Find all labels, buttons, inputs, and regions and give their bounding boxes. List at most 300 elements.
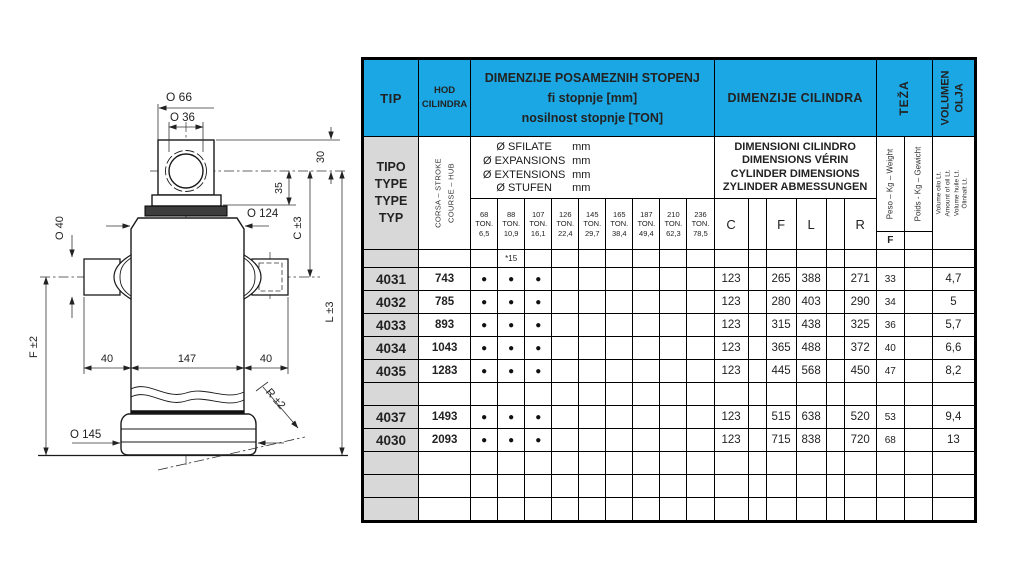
dia-row-label: Ø STUFEN: [496, 182, 552, 195]
cell-l: [796, 498, 826, 522]
cell-b2: [826, 360, 844, 383]
cell-c: [714, 452, 748, 475]
cell-stages-5: [606, 360, 633, 383]
cell-stages-5: [606, 250, 633, 268]
outer-tube: [131, 218, 244, 413]
cell-stages-1: ●: [498, 429, 525, 452]
cell-stages-2: ●: [525, 429, 552, 452]
stage-col-3: 107 TON. 16,1: [525, 199, 552, 250]
cell-stages-4: [579, 337, 606, 360]
cell-f: [766, 383, 796, 406]
header-weight: [876, 59, 932, 137]
cell-f: [766, 498, 796, 522]
cell-b2: [826, 452, 844, 475]
cell-hod: 1283: [419, 360, 471, 383]
cell-stages-6: [633, 314, 660, 337]
dim-label-30: 30: [315, 150, 327, 164]
cell-w1: 47: [876, 360, 904, 383]
cell-stages-8: [687, 268, 714, 291]
cell-hod: 1493: [419, 406, 471, 429]
cell-w1: 40: [876, 337, 904, 360]
volumen-label: [939, 71, 968, 126]
stage-title-line3: nosilnost stopnje [TON]: [521, 111, 664, 125]
subheader-weight-1: [876, 137, 904, 232]
gland-collar: [145, 206, 227, 216]
cell-stages-8: [687, 498, 714, 522]
tipo-line1: TIPO: [376, 160, 406, 175]
cell-b2: [826, 406, 844, 429]
dim-label-L: L ±3: [324, 301, 336, 323]
tipo-line2: TYPE: [374, 177, 408, 192]
cell-stages-5: [606, 498, 633, 522]
cell-stages-4: [579, 429, 606, 452]
cell-stages-7: [660, 383, 687, 406]
cell-c: 123: [714, 268, 748, 291]
cell-stages-6: [633, 498, 660, 522]
dim-label-40-left: 40: [100, 353, 114, 365]
cell-stages-7: [660, 475, 687, 498]
cell-hod: 743: [419, 268, 471, 291]
cell-vol: [932, 383, 975, 406]
cell-stages-5: [606, 452, 633, 475]
cell-stages-7: [660, 406, 687, 429]
cell-tip: [363, 498, 419, 522]
cell-stages-1: [498, 452, 525, 475]
cell-tip: 4032: [363, 291, 419, 314]
cell-f: 515: [766, 406, 796, 429]
table-row: [363, 406, 976, 429]
cell-w2: [904, 360, 932, 383]
cell-l: 638: [796, 406, 826, 429]
cell-stages-5: [606, 406, 633, 429]
cell-b2: [826, 250, 844, 268]
cell-f: 265: [766, 268, 796, 291]
dim-label-147: 147: [177, 353, 197, 365]
cell-stages-1: [498, 498, 525, 522]
cell-c: 123: [714, 406, 748, 429]
cell-stages-2: [525, 383, 552, 406]
cell-tip: [363, 452, 419, 475]
cell-w2: [904, 268, 932, 291]
cell-w2: [904, 406, 932, 429]
header-cylinder-dimensions: DIMENZIJE CILINDRA: [714, 59, 876, 137]
cell-stages-2: [525, 475, 552, 498]
spec-table-body: [363, 250, 976, 522]
cell-stages-0: ●: [471, 291, 498, 314]
table-row: [363, 383, 976, 406]
cyl-lang-line4: ZYLINDER ABMESSUNGEN: [722, 180, 868, 193]
cyl-lang-line1: DIMENSIONI CILINDRO: [734, 141, 856, 154]
cell-b1: [748, 452, 766, 475]
cell-stages-2: ●: [525, 337, 552, 360]
cell-stages-1: ●: [498, 337, 525, 360]
cell-stages-3: [552, 452, 579, 475]
header-row-sub: [363, 137, 976, 199]
cell-w1: 68: [876, 429, 904, 452]
table-row: [363, 291, 976, 314]
cell-stages-4: [579, 452, 606, 475]
cell-stages-5: [606, 291, 633, 314]
cell-stages-2: [525, 452, 552, 475]
cell-tip: 4035: [363, 360, 419, 383]
cell-b1: [748, 475, 766, 498]
col-header-blank1: [748, 199, 766, 250]
cell-stages-7: [660, 268, 687, 291]
cell-tip: [363, 250, 419, 268]
cell-stages-4: [579, 250, 606, 268]
cell-stages-5: [606, 268, 633, 291]
cell-w2: [904, 429, 932, 452]
cell-b1: [748, 268, 766, 291]
cell-r: 450: [844, 360, 876, 383]
cell-f: [766, 452, 796, 475]
cell-stages-7: [660, 498, 687, 522]
cell-c: [714, 475, 748, 498]
cell-stages-1: [498, 383, 525, 406]
table-row: [363, 475, 976, 498]
tipo-line4: TYP: [378, 210, 404, 225]
cell-w2: [904, 337, 932, 360]
cell-stages-4: [579, 498, 606, 522]
poids-kg-gewicht-label: Poids - Kg – Gewicht: [913, 146, 923, 222]
cell-b2: [826, 498, 844, 522]
tipo-line3: TYPE: [374, 194, 408, 208]
cell-b1: [748, 314, 766, 337]
col-header-R: R: [844, 199, 876, 250]
table-row: [363, 498, 976, 522]
cell-f: 280: [766, 291, 796, 314]
cell-stages-5: [606, 314, 633, 337]
cell-w1: 33: [876, 268, 904, 291]
cell-stages-6: [633, 250, 660, 268]
dia-row-label: Ø EXPANSIONS: [482, 154, 566, 167]
dia-row-unit: mm: [572, 182, 591, 195]
volumen-line1: VOLUMEN: [940, 70, 953, 126]
header-row-main: [363, 59, 976, 137]
dim-label-dia36: O 36: [170, 112, 195, 124]
cell-stages-8: [687, 250, 714, 268]
dia-row-unit: mm: [572, 154, 591, 167]
cell-stages-8: [687, 291, 714, 314]
cell-hod: [419, 383, 471, 406]
cell-stages-3: [552, 383, 579, 406]
cell-stages-4: [579, 291, 606, 314]
cell-stages-3: [552, 268, 579, 291]
cell-b2: [826, 475, 844, 498]
stage-col-8: 210 TON. 62,3: [660, 199, 687, 250]
table-row: [363, 250, 976, 268]
cell-w2: [904, 383, 932, 406]
weight-sub-blank: [904, 232, 932, 250]
cell-l: [796, 383, 826, 406]
cell-stages-4: [579, 268, 606, 291]
cell-c: [714, 383, 748, 406]
cell-stages-0: [471, 498, 498, 522]
cell-f: 365: [766, 337, 796, 360]
cell-stages-4: [579, 383, 606, 406]
cell-b1: [748, 291, 766, 314]
cell-l: [796, 452, 826, 475]
cell-stages-1: ●: [498, 406, 525, 429]
cell-r: 290: [844, 291, 876, 314]
cell-stages-6: [633, 360, 660, 383]
cell-stages-0: ●: [471, 429, 498, 452]
cell-w2: [904, 475, 932, 498]
cell-b1: [748, 429, 766, 452]
cell-w2: [904, 291, 932, 314]
cell-r: 720: [844, 429, 876, 452]
cell-stages-6: [633, 291, 660, 314]
cell-stages-0: [471, 452, 498, 475]
header-stage-dimensions: [471, 59, 714, 137]
cell-tip: 4037: [363, 406, 419, 429]
cell-stages-0: ●: [471, 268, 498, 291]
cell-stages-8: [687, 314, 714, 337]
cell-hod: 893: [419, 314, 471, 337]
stage-title-line1: DIMENZIJE POSAMEZNIH STOPENJ: [484, 71, 700, 85]
cell-w1: [876, 383, 904, 406]
cell-b2: [826, 383, 844, 406]
cell-stages-2: [525, 498, 552, 522]
dia-row-unit: mm: [572, 140, 591, 153]
cell-stages-2: ●: [525, 291, 552, 314]
cell-vol: 6,6: [932, 337, 975, 360]
cell-stages-0: [471, 383, 498, 406]
dim-label-dia66: O 66: [166, 90, 193, 104]
cell-l: [796, 475, 826, 498]
cell-stages-7: [660, 337, 687, 360]
cell-r: [844, 250, 876, 268]
cell-c: 123: [714, 429, 748, 452]
cell-vol: 5: [932, 291, 975, 314]
cell-w1: 36: [876, 314, 904, 337]
cell-stages-0: [471, 475, 498, 498]
cell-stages-5: [606, 383, 633, 406]
cell-stages-8: [687, 475, 714, 498]
cell-c: 123: [714, 337, 748, 360]
cell-f: [766, 250, 796, 268]
cell-stages-8: [687, 337, 714, 360]
dim-label-R: R ±2: [263, 386, 288, 412]
cell-stages-3: [552, 360, 579, 383]
cell-vol: [932, 452, 975, 475]
cell-b2: [826, 314, 844, 337]
cell-stages-3: [552, 406, 579, 429]
stage-col-9: 236 TON. 78,5: [687, 199, 714, 250]
cell-hod: 785: [419, 291, 471, 314]
cell-f: 445: [766, 360, 796, 383]
cell-r: [844, 452, 876, 475]
hod-line2: CILINDRA: [421, 99, 468, 110]
subheader-tipo: [363, 137, 419, 250]
cell-c: 123: [714, 360, 748, 383]
peso-kg-weight-label: Peso – Kg – Weight: [885, 148, 895, 220]
cell-b1: [748, 360, 766, 383]
dim-label-dia145: O 145: [70, 429, 102, 441]
cell-w1: [876, 498, 904, 522]
cell-b2: [826, 429, 844, 452]
cell-stages-3: [552, 250, 579, 268]
cell-stages-8: [687, 406, 714, 429]
cell-stages-3: [552, 291, 579, 314]
cell-stages-1: *15: [498, 250, 525, 268]
cell-f: 315: [766, 314, 796, 337]
cell-l: 568: [796, 360, 826, 383]
cell-stages-1: [498, 475, 525, 498]
cell-b1: [748, 383, 766, 406]
cell-stages-3: [552, 429, 579, 452]
cell-stages-6: [633, 337, 660, 360]
dim-label-F: F ±2: [28, 336, 40, 358]
header-hod-cilindra: [419, 59, 471, 137]
stage-col-1: 68 TON. 6,5: [471, 199, 498, 250]
table-row: [363, 452, 976, 475]
cell-w1: [876, 250, 904, 268]
cell-stages-0: ●: [471, 406, 498, 429]
cell-stages-7: [660, 360, 687, 383]
cell-vol: [932, 498, 975, 522]
cell-l: 838: [796, 429, 826, 452]
cell-stages-5: [606, 337, 633, 360]
cell-tip: 4034: [363, 337, 419, 360]
cell-b1: [748, 250, 766, 268]
cell-w2: [904, 452, 932, 475]
cell-l: 388: [796, 268, 826, 291]
cell-hod: 2093: [419, 429, 471, 452]
cell-stages-7: [660, 314, 687, 337]
cell-w1: [876, 452, 904, 475]
cell-stages-2: [525, 250, 552, 268]
cell-stages-4: [579, 360, 606, 383]
dim-label-dia124: O 124: [247, 208, 279, 220]
subheader-corsa-stroke: [419, 137, 471, 250]
cell-c: 123: [714, 314, 748, 337]
cell-c: [714, 250, 748, 268]
bottom-cap: [121, 414, 256, 455]
cell-l: 403: [796, 291, 826, 314]
cell-stages-3: [552, 475, 579, 498]
cell-stages-6: [633, 406, 660, 429]
telescopic-cylinder-drawing: [0, 0, 360, 576]
table-row: [363, 314, 976, 337]
dia-row-label: Ø EXTENSIONS: [482, 168, 566, 181]
cell-stages-2: ●: [525, 268, 552, 291]
cell-stages-3: [552, 337, 579, 360]
table-row: [363, 360, 976, 383]
cell-stages-6: [633, 383, 660, 406]
cell-b1: [748, 406, 766, 429]
cell-stages-1: ●: [498, 268, 525, 291]
volume-line4: Ölinhalt Lt.: [962, 177, 970, 209]
subheader-stage-diameters: [471, 137, 714, 199]
cell-stages-7: [660, 429, 687, 452]
cell-b1: [748, 337, 766, 360]
col-header-L: L: [796, 199, 826, 250]
cell-stages-7: [660, 250, 687, 268]
cell-vol: [932, 250, 975, 268]
cell-c: 123: [714, 291, 748, 314]
volumen-line2: OLJA: [954, 83, 967, 113]
cell-r: 271: [844, 268, 876, 291]
cell-hod: [419, 498, 471, 522]
cell-stages-2: ●: [525, 314, 552, 337]
table-row: [363, 337, 976, 360]
cell-f: [766, 475, 796, 498]
cell-vol: 13: [932, 429, 975, 452]
cell-r: 520: [844, 406, 876, 429]
cell-vol: 4,7: [932, 268, 975, 291]
stage-col-5: 145 TON. 29,7: [579, 199, 606, 250]
cell-stages-0: ●: [471, 360, 498, 383]
cell-stages-5: [606, 475, 633, 498]
cell-stages-8: [687, 429, 714, 452]
cell-b1: [748, 498, 766, 522]
cell-stages-1: ●: [498, 314, 525, 337]
volume-line1: Volume olio Lt.: [935, 171, 943, 215]
cell-tip: [363, 383, 419, 406]
cell-b2: [826, 337, 844, 360]
spec-table-wrap: [361, 57, 977, 523]
table-row: [363, 429, 976, 452]
cell-l: 488: [796, 337, 826, 360]
cell-stages-4: [579, 475, 606, 498]
cell-stages-0: [471, 250, 498, 268]
col-header-blank2: [826, 199, 844, 250]
stage-col-7: 187 TON. 49,4: [633, 199, 660, 250]
rod-eye: [152, 140, 221, 206]
cell-b2: [826, 268, 844, 291]
cell-stages-4: [579, 314, 606, 337]
cell-vol: 9,4: [932, 406, 975, 429]
cell-stages-8: [687, 452, 714, 475]
cell-w2: [904, 498, 932, 522]
hod-line1: HOD: [434, 84, 456, 96]
stage-title-line2: fi stopnje [mm]: [547, 91, 638, 105]
cell-r: 325: [844, 314, 876, 337]
cell-stages-3: [552, 498, 579, 522]
cell-stages-1: ●: [498, 360, 525, 383]
cell-tip: 4031: [363, 268, 419, 291]
corsa-line2: COURSE – HUB: [445, 163, 455, 223]
cell-stages-7: [660, 452, 687, 475]
cell-l: [796, 250, 826, 268]
stage-col-2: 88 TON. 10,9: [498, 199, 525, 250]
subheader-volume: [932, 137, 975, 250]
cell-hod: [419, 250, 471, 268]
cell-r: [844, 383, 876, 406]
stage-col-4: 126 TON. 22,4: [552, 199, 579, 250]
cell-stages-4: [579, 406, 606, 429]
cell-w2: [904, 314, 932, 337]
dim-label-C: C ±3: [292, 216, 304, 240]
col-header-F: F: [766, 199, 796, 250]
cell-stages-6: [633, 475, 660, 498]
cell-stages-3: [552, 314, 579, 337]
cyl-lang-line2: DIMENSIONS VÉRIN: [741, 154, 849, 167]
cell-hod: [419, 475, 471, 498]
corsa-line1: CORSA – STROKE: [432, 158, 442, 228]
cell-w1: 53: [876, 406, 904, 429]
volume-line2: Amount of oil Lt.: [944, 169, 952, 217]
header-oil-volume: [932, 59, 975, 137]
cell-stages-6: [633, 452, 660, 475]
cell-hod: [419, 452, 471, 475]
cell-w1: [876, 475, 904, 498]
dim-label-35: 35: [273, 182, 285, 194]
teza-label: TEŽA: [897, 80, 912, 116]
cell-b2: [826, 291, 844, 314]
cylinder-technical-drawing: [0, 0, 360, 576]
